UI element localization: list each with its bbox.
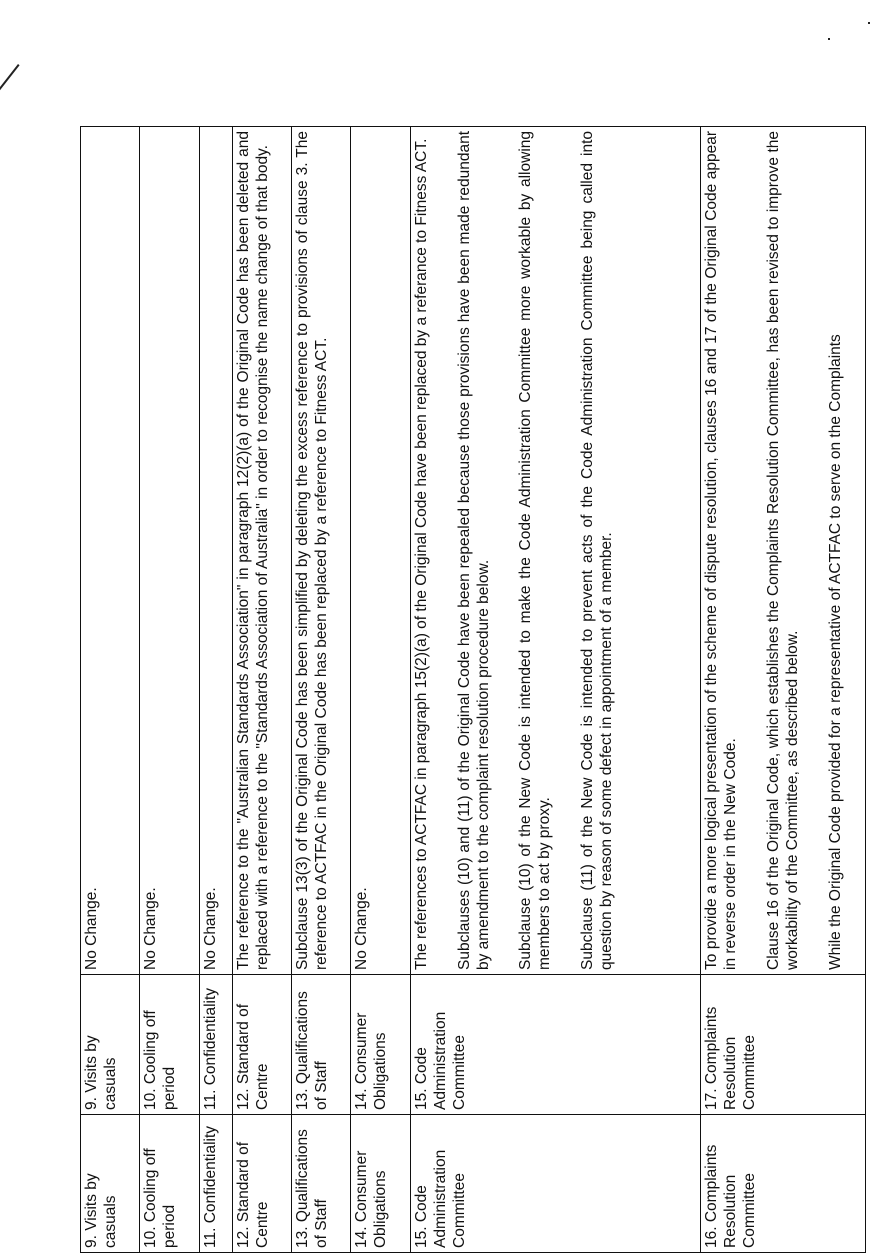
change-paragraph: The references to ACTFAC in paragraph 15(2)(a) of the Original Code have been replaced by a referance to Fitness ACT. — [412, 138, 430, 970]
table-row — [140, 127, 199, 1253]
new-clause-cell: 14. Consumer Obligations — [351, 975, 410, 1115]
change-paragraph: Subclause 13(3) of the Original Code has been simplified by deleting the excess reference to provisions of clause 3. The reference to ACTFAC in the Original Code has been replaced by a reference to Fitness ACT. — [294, 131, 331, 970]
changes-cell — [199, 127, 232, 975]
new-clause-cell: 12. Standard of Centre — [232, 975, 291, 1115]
original-clause-cell: 12. Standard of Centre — [232, 1115, 291, 1253]
scan-mark — [0, 64, 19, 117]
changes-cell — [140, 127, 199, 975]
original-clause-cell: 11. Confidentiality — [199, 1115, 232, 1253]
original-clause-cell: 10. Cooling off period — [140, 1115, 199, 1253]
changes-cell — [701, 127, 866, 975]
change-paragraph: Clause 16 of the Original Code, which establishes the Complaints Resolution Committee, has been revised to improve the workability of the Committee, as described below. — [764, 131, 801, 970]
changes-cell — [81, 127, 140, 975]
new-clause-cell: 17. Complaints Resolution Committee — [701, 975, 866, 1115]
comparison-table-page — [80, 127, 866, 1253]
new-clause-cell: 15. Code Administration Committee — [410, 975, 700, 1115]
table-row — [199, 127, 232, 1253]
original-clause-cell: 13. Qualifications of Staff — [292, 1115, 351, 1253]
new-clause-cell: 10. Cooling off period — [140, 975, 199, 1115]
table-row — [81, 127, 140, 1253]
original-clause-cell: 14. Consumer Obligations — [351, 1115, 410, 1253]
new-clause-cell: 9. Visits by casuals — [81, 975, 140, 1115]
table-row — [701, 127, 866, 1253]
change-paragraph: Subclause (10) of the New Code is intended to make the Code Administration Committee more workable by allowing members to act by proxy. — [517, 131, 554, 970]
new-clause-cell: 11. Confidentiality — [199, 975, 232, 1115]
scan-mark — [828, 38, 830, 40]
table-row — [410, 127, 700, 1253]
changes-cell — [410, 127, 700, 975]
table-row — [351, 127, 410, 1253]
changes-cell — [292, 127, 351, 975]
change-paragraph: Subclause (11) of the New Code is intended to prevent acts of the Code Administration Committee being called into question by reason of some defect in appointment of a member. — [579, 131, 616, 970]
code-comparison-table — [80, 126, 866, 1253]
table-row — [292, 127, 351, 1253]
original-clause-cell: 15. Code Administration Committee — [410, 1115, 700, 1253]
original-clause-cell: 9. Visits by casuals — [81, 1115, 140, 1253]
changes-cell — [351, 127, 410, 975]
change-paragraph: No Change. — [142, 887, 160, 970]
change-paragraph: Subclauses (10) and (11) of the Original Code have been repealed because those provisions have been made redundant by amendment to the complaint resolution procedure below. — [455, 131, 492, 970]
change-paragraph: While the Original Code provided for a representative of ACTFAC to serve on the Complaints — [826, 334, 844, 970]
table-row — [232, 127, 291, 1253]
scan-mark — [868, 22, 870, 24]
change-paragraph: No Change. — [83, 887, 100, 970]
changes-cell — [232, 127, 291, 975]
new-clause-cell: 13. Qualifications of Staff — [292, 975, 351, 1115]
change-paragraph: No Change. — [353, 887, 371, 970]
change-paragraph: The reference to the "Australian Standards Association" in paragraph 12(2)(a) of the Original Code has been deleted and replaced with a reference to the "Standards Association of Australia" in order to recognise the name change of that body. — [234, 131, 271, 970]
original-clause-cell: 16. Complaints Resolution Committee — [701, 1115, 866, 1253]
change-paragraph: No Change. — [201, 887, 219, 970]
change-paragraph: To provide a more logical presentation of the scheme of dispute resolution, clauses 16 and 17 of the Original Code appear in reverse order in the New Code. — [703, 131, 739, 970]
